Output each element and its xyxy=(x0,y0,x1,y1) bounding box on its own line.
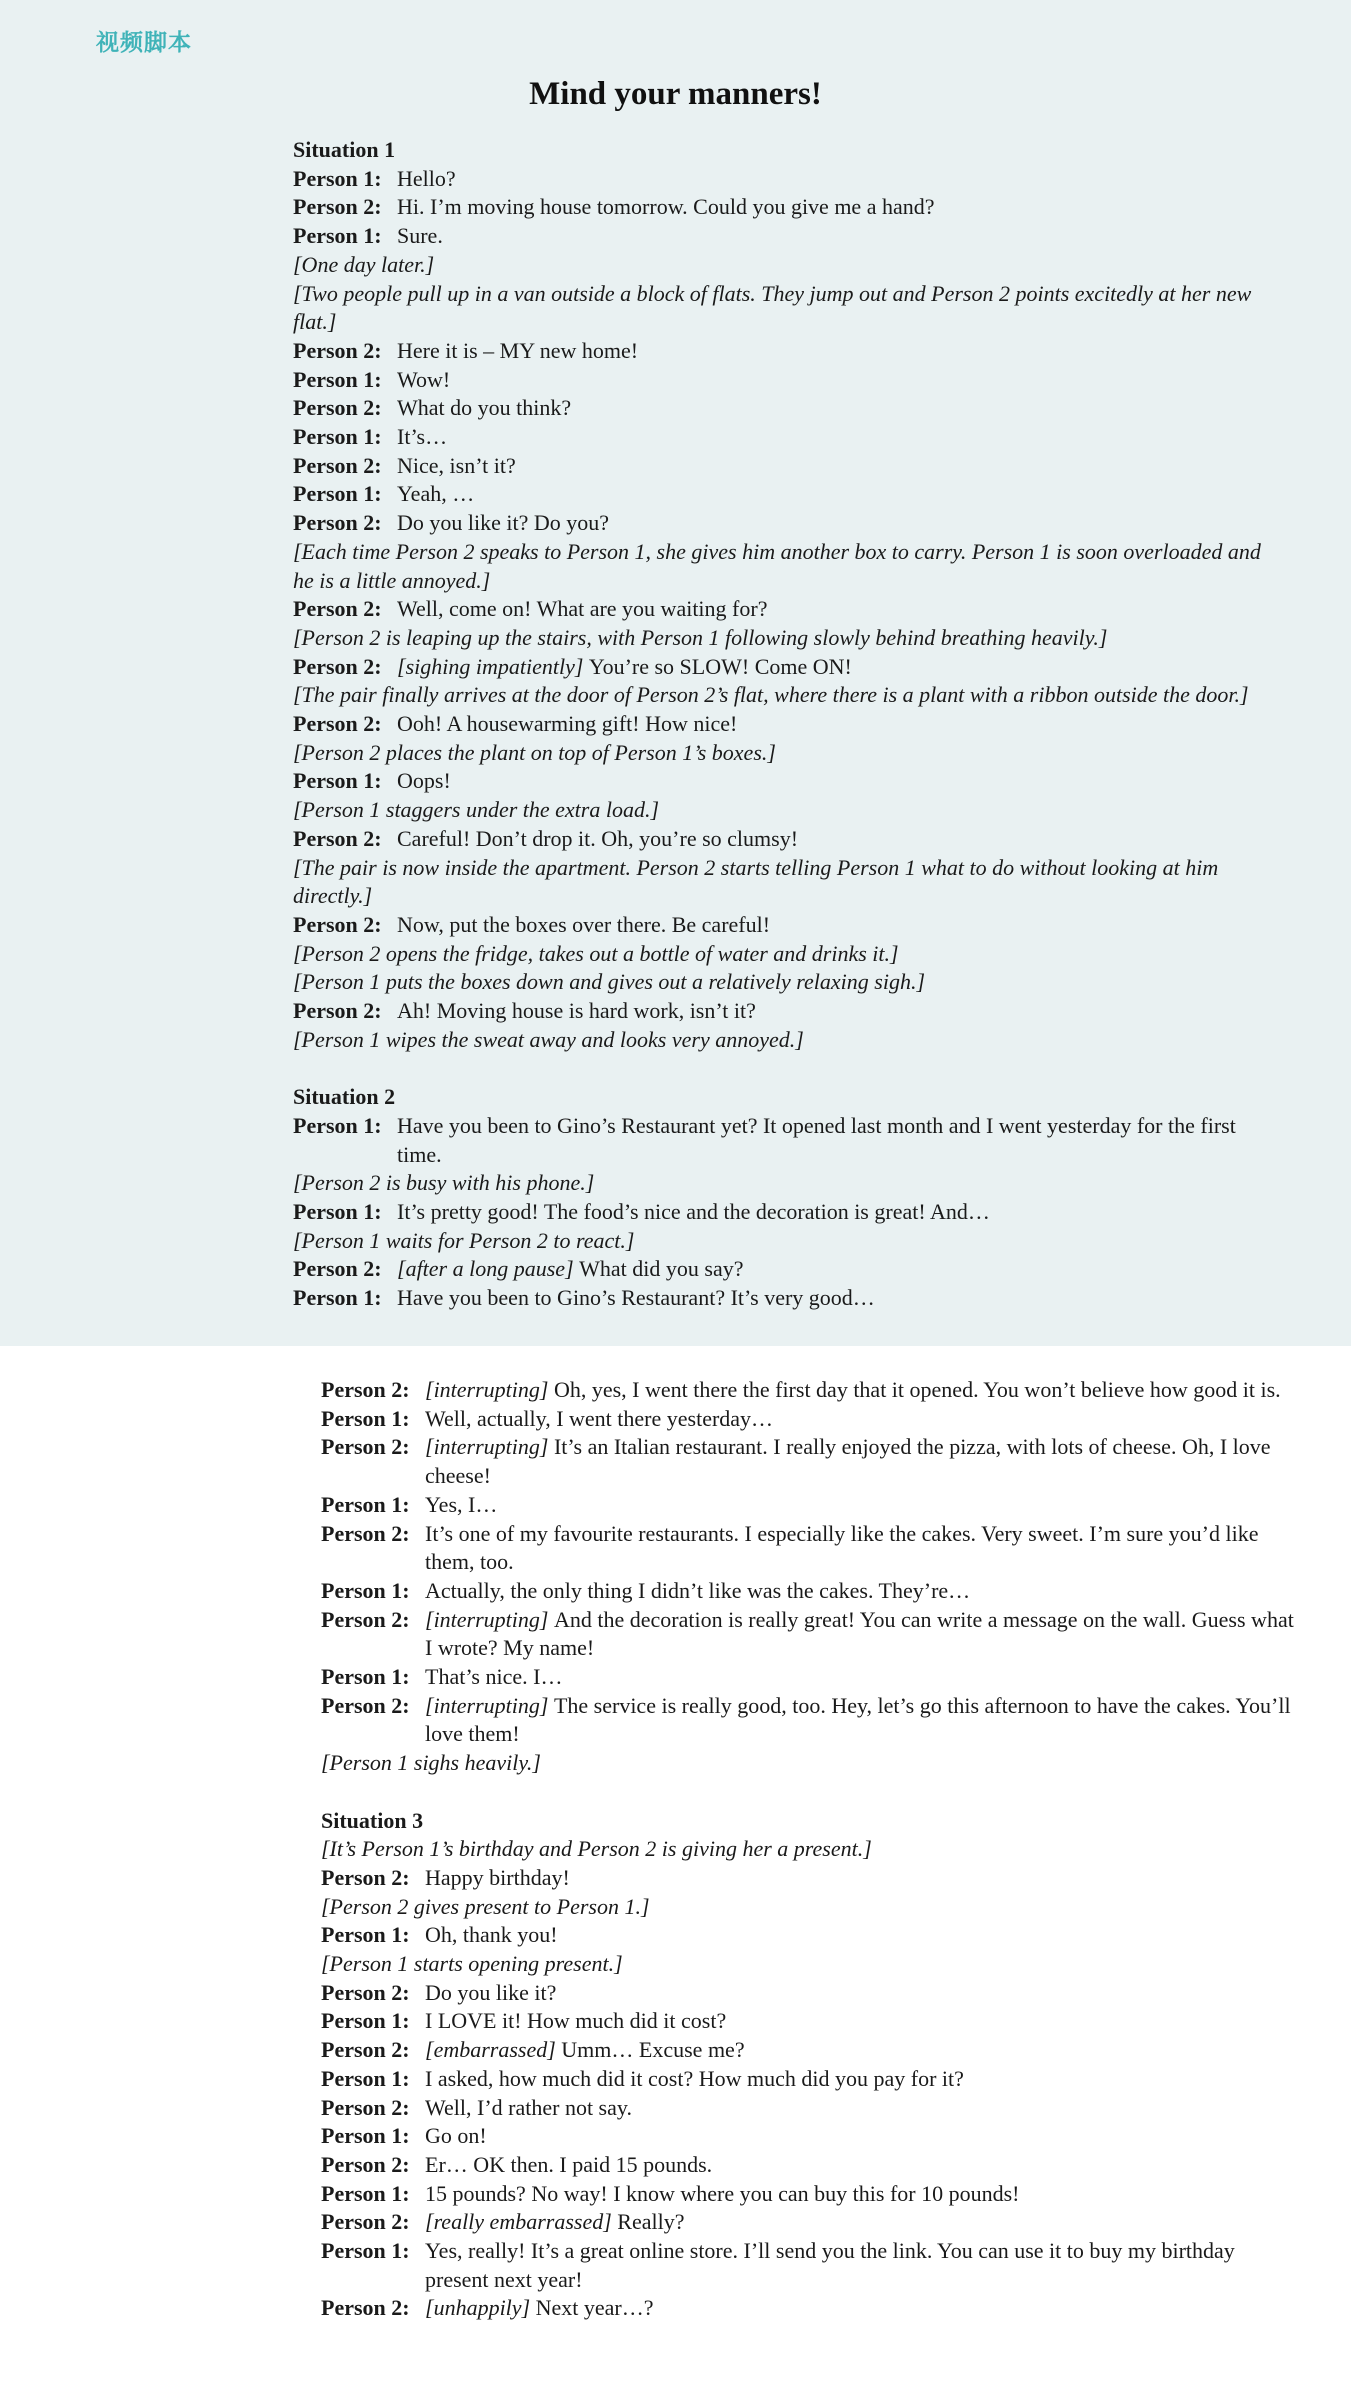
spoken-text: Wow! xyxy=(397,366,451,392)
spoken-text: I LOVE it! How much did it cost? xyxy=(425,2008,727,2034)
dialogue-text xyxy=(425,1864,1301,1893)
inline-direction: [ after a long pause ] xyxy=(397,1256,579,1281)
dialogue-text xyxy=(425,1663,1301,1692)
spoken-text: It’s one of my favourite restaurants. I especially like the cakes. Very sweet. I’m sure you’d like them, too. xyxy=(425,1520,1259,1575)
speaker-label: Person 2 : xyxy=(293,1255,397,1284)
dialogue-text xyxy=(425,2036,1301,2065)
dialogue-line xyxy=(293,452,1273,481)
spoken-text: Hello? xyxy=(397,165,456,191)
dialogue-text xyxy=(397,1112,1273,1169)
speaker-label: Person 2 : xyxy=(321,1606,425,1635)
spoken-text: Umm… Excuse me? xyxy=(561,2037,745,2063)
dialogue-line xyxy=(321,1520,1301,1577)
spoken-text: I asked, how much did it cost? How much did you pay for it? xyxy=(425,2065,964,2091)
script-section-bottom xyxy=(321,1376,1301,2323)
dialogue-text xyxy=(425,1433,1301,1490)
speaker-label: Person 2 : xyxy=(321,1979,425,2008)
speaker-label: Person 1 : xyxy=(321,1577,425,1606)
speaker-label: Person 2 : xyxy=(293,825,397,854)
spoken-text: Actually, the only thing I didn’t like was the cakes. They’re… xyxy=(425,1577,971,1603)
dialogue-text xyxy=(425,1921,1301,1950)
inline-direction: [ interrupting ] xyxy=(425,1693,554,1718)
spoken-text: Well, I’d rather not say. xyxy=(425,2094,632,2120)
dialogue-text xyxy=(425,1491,1301,1520)
spoken-text: That’s nice. I… xyxy=(425,1664,563,1690)
dialogue-line xyxy=(321,2007,1301,2036)
spoken-text: Here it is – MY new home! xyxy=(397,337,639,363)
stage-direction: [Person 1 waits for Person 2 to react.] xyxy=(293,1227,635,1253)
stage-direction: [Person 1 puts the boxes down and gives out a relatively relaxing sigh.] xyxy=(293,969,926,995)
dialogue-text xyxy=(425,1376,1301,1405)
dialogue-text xyxy=(397,509,1273,538)
dialogue-line xyxy=(321,2151,1301,2180)
spoken-text: 15 pounds? No way! I know where you can buy this for 10 pounds! xyxy=(425,2180,1020,2206)
stage-direction: [Person 2 is leaping up the stairs, with Person 1 following slowly behind breathing heavily.] xyxy=(293,624,1108,650)
spoken-text: Well, actually, I went there yesterday… xyxy=(425,1405,774,1431)
dialogue-line xyxy=(293,222,1273,251)
dialogue-line xyxy=(321,1376,1301,1405)
spoken-text: Nice, isn’t it? xyxy=(397,452,516,478)
dialogue-line xyxy=(321,2237,1301,2294)
dialogue-line xyxy=(293,1255,1273,1284)
speaker-label: Person 1 : xyxy=(321,2180,425,2209)
speaker-label: Person 2 : xyxy=(321,1864,425,1893)
dialogue-line xyxy=(321,1663,1301,1692)
dialogue-text xyxy=(397,394,1273,423)
dialogue-line xyxy=(293,825,1273,854)
dialogue-text xyxy=(397,366,1273,395)
dialogue-text xyxy=(397,710,1273,739)
speaker-label: Person 2 : xyxy=(293,452,397,481)
dialogue-text xyxy=(425,2007,1301,2036)
dialogue-line xyxy=(293,653,1273,682)
dialogue-text xyxy=(397,911,1273,940)
speaker-label: Person 1 : xyxy=(321,2122,425,2151)
dialogue-line xyxy=(293,1198,1273,1227)
speaker-label: Person 2 : xyxy=(321,2294,425,2323)
dialogue-text xyxy=(425,2237,1301,2294)
inline-direction: [ sighing impatiently ] xyxy=(397,654,589,679)
speaker-label: Person 2 : xyxy=(293,394,397,423)
spoken-text: Happy birthday! xyxy=(425,1864,570,1890)
speaker-label: Person 1 : xyxy=(321,2065,425,2094)
speaker-label: Person 2 : xyxy=(321,1376,425,1405)
speaker-label: Person 2 : xyxy=(293,595,397,624)
speaker-label: Person 2 : xyxy=(293,653,397,682)
dialogue-text xyxy=(397,452,1273,481)
spoken-text: Have you been to Gino’s Restaurant? It’s very good… xyxy=(397,1285,875,1311)
spoken-text: Do you like it? Do you? xyxy=(397,510,610,536)
inline-direction: [ unhappily ] xyxy=(425,2295,536,2320)
stage-direction: [The pair finally arrives at the door of Person 2’s flat, where there is a plant with a ribbon outside the door.] xyxy=(293,682,1249,708)
speaker-label: Person 2 : xyxy=(293,710,397,739)
speaker-label: Person 2 : xyxy=(321,2208,425,2237)
speaker-label: Person 1 : xyxy=(293,222,397,251)
spoken-text: Well, come on! What are you waiting for? xyxy=(397,596,768,622)
speaker-label: Person 2 : xyxy=(321,1692,425,1721)
spoken-text: Oops! xyxy=(397,768,451,794)
speaker-label: Person 2 : xyxy=(293,337,397,366)
dialogue-text xyxy=(397,1284,1273,1313)
dialogue-line xyxy=(293,767,1273,796)
dialogue-line xyxy=(293,1284,1273,1313)
dialogue-line xyxy=(321,2180,1301,2209)
dialogue-line xyxy=(321,1433,1301,1490)
inline-direction: [ really embarrassed ] xyxy=(425,2209,617,2234)
dialogue-line xyxy=(293,423,1273,452)
dialogue-line xyxy=(321,1577,1301,1606)
dialogue-line xyxy=(293,911,1273,940)
dialogue-line xyxy=(293,193,1273,222)
inline-direction: [ interrupting ] xyxy=(425,1607,554,1632)
dialogue-text xyxy=(425,1606,1301,1663)
dialogue-text xyxy=(397,165,1273,194)
dialogue-text xyxy=(425,2094,1301,2123)
speaker-label: Person 1 : xyxy=(321,2007,425,2036)
stage-direction: [Person 1 staggers under the extra load.] xyxy=(293,797,660,823)
speaker-label: Person 1 : xyxy=(293,480,397,509)
spoken-text: Yes, really! It’s a great online store. I’ll send you the link. You can use it to buy my birthday present next year! xyxy=(425,2238,1235,2292)
spoken-text: Hi. I’m moving house tomorrow. Could you give me a hand? xyxy=(397,194,935,220)
speaker-label: Person 1 : xyxy=(293,423,397,452)
spoken-text: Ah! Moving house is hard work, isn’t it? xyxy=(397,998,756,1024)
dialogue-text xyxy=(425,2122,1301,2151)
dialogue-line xyxy=(293,710,1273,739)
speaker-label: Person 1 : xyxy=(321,2237,425,2266)
dialogue-line xyxy=(321,1979,1301,2008)
speaker-label: Person 1 : xyxy=(293,1284,397,1313)
spoken-text: You’re so SLOW! Come ON! xyxy=(588,653,852,679)
speaker-label: Person 1 : xyxy=(293,1112,397,1141)
dialogue-line xyxy=(321,1606,1301,1663)
dialogue-text xyxy=(397,997,1273,1026)
spoken-text: Ooh! A housewarming gift! How nice! xyxy=(397,711,738,737)
spoken-text: Now, put the boxes over there. Be careful! xyxy=(397,911,771,937)
stage-direction: [Two people pull up in a van outside a block of flats. They jump out and Person 2 points excitedly at her new flat.] xyxy=(293,280,1252,335)
dialogue-line xyxy=(293,366,1273,395)
dialogue-text xyxy=(425,1692,1301,1749)
dialogue-line xyxy=(293,165,1273,194)
dialogue-text xyxy=(425,2151,1301,2180)
speaker-label: Person 2 : xyxy=(321,1520,425,1549)
dialogue-line xyxy=(293,595,1273,624)
dialogue-line xyxy=(293,509,1273,538)
corner-label: 视频脚本 xyxy=(96,30,192,56)
dialogue-text xyxy=(425,1405,1301,1434)
speaker-label: Person 1 : xyxy=(321,1663,425,1692)
spoken-text: It’s… xyxy=(397,424,448,450)
spoken-text: What did you say? xyxy=(579,1256,744,1282)
speaker-label: Person 2 : xyxy=(293,997,397,1026)
speaker-label: Person 1 : xyxy=(321,1921,425,1950)
dialogue-line xyxy=(293,480,1273,509)
dialogue-text xyxy=(397,193,1273,222)
spoken-text: Go on! xyxy=(425,2123,487,2149)
situation-heading: Situation 3 xyxy=(321,1807,424,1833)
spoken-text: Oh, yes, I went there the first day that it opened. You won’t believe how good it is. xyxy=(553,1377,1281,1402)
dialogue-text xyxy=(425,2065,1301,2094)
stage-direction: [Each time Person 2 speaks to Person 1, she gives him another box to carry. Person 1 is soon overloaded and he is a little annoyed.] xyxy=(293,538,1261,593)
speaker-label: Person 2 : xyxy=(321,2151,425,2180)
stage-direction: [Person 2 opens the fridge, takes out a bottle of water and drinks it.] xyxy=(293,940,899,966)
dialogue-line xyxy=(293,997,1273,1026)
dialogue-line xyxy=(293,1112,1273,1169)
stage-direction: [One day later.] xyxy=(293,251,435,277)
speaker-label: Person 1 : xyxy=(321,1405,425,1434)
speaker-label: Person 2 : xyxy=(293,509,397,538)
inline-direction: [ embarrassed ] xyxy=(425,2037,561,2062)
dialogue-text xyxy=(397,653,1273,682)
dialogue-line xyxy=(321,1405,1301,1434)
stage-direction: [Person 1 starts opening present.] xyxy=(321,1951,623,1977)
dialogue-text xyxy=(425,2294,1301,2323)
spoken-text: Careful! Don’t drop it. Oh, you’re so clumsy! xyxy=(397,825,799,851)
dialogue-text xyxy=(425,2208,1301,2237)
dialogue-text xyxy=(397,595,1273,624)
dialogue-line xyxy=(321,2208,1301,2237)
spoken-text: The service is really good, too. Hey, let’s go this afternoon to have the cakes. You’ll love them! xyxy=(425,1692,1291,1747)
dialogue-line xyxy=(321,2065,1301,2094)
stage-direction: [Person 2 is busy with his phone.] xyxy=(293,1170,595,1196)
spoken-text: Sure. xyxy=(397,223,443,249)
stage-direction: [Person 1 wipes the sweat away and looks very annoyed.] xyxy=(293,1026,804,1052)
situation-heading: Situation 2 xyxy=(293,1084,396,1110)
dialogue-text xyxy=(397,423,1273,452)
dialogue-line xyxy=(321,1491,1301,1520)
spoken-text: Er… OK then. I paid 15 pounds. xyxy=(425,2151,713,2177)
dialogue-text xyxy=(425,1979,1301,2008)
stage-direction: [Person 1 sighs heavily.] xyxy=(321,1750,541,1776)
spoken-text: What do you think? xyxy=(397,395,572,421)
dialogue-line xyxy=(321,1921,1301,1950)
speaker-label: Person 2 : xyxy=(321,2036,425,2065)
stage-direction: [Person 2 gives present to Person 1.] xyxy=(321,1893,650,1919)
speaker-label: Person 1 : xyxy=(321,1491,425,1520)
inline-direction: [ interrupting ] xyxy=(425,1377,554,1402)
inline-direction: [ interrupting ] xyxy=(425,1434,554,1459)
script-section-top xyxy=(293,136,1273,1313)
dialogue-line xyxy=(293,337,1273,366)
dialogue-text xyxy=(397,825,1273,854)
spoken-text: Really? xyxy=(617,2209,685,2235)
dialogue-line xyxy=(321,2094,1301,2123)
dialogue-text xyxy=(397,1255,1273,1284)
dialogue-text xyxy=(397,480,1273,509)
spoken-text: Yeah, … xyxy=(397,481,475,507)
spoken-text: Oh, thank you! xyxy=(425,1922,558,1948)
spoken-text: Do you like it? xyxy=(425,1979,557,2005)
dialogue-text xyxy=(425,1520,1301,1577)
dialogue-line xyxy=(321,2036,1301,2065)
dialogue-text xyxy=(425,2180,1301,2209)
spoken-text: And the decoration is really great! You can write a message on the wall. Guess what I wrote? My name! xyxy=(425,1606,1294,1661)
spoken-text: It’s pretty good! The food’s nice and the decoration is great! And… xyxy=(397,1199,990,1224)
speaker-label: Person 2 : xyxy=(321,1433,425,1462)
spoken-text: Have you been to Gino’s Restaurant yet? It opened last month and I went yesterday for the first time. xyxy=(397,1112,1236,1167)
speaker-label: Person 1 : xyxy=(293,366,397,395)
dialogue-text xyxy=(397,222,1273,251)
dialogue-text xyxy=(397,1198,1273,1227)
spoken-text: Yes, I… xyxy=(425,1491,498,1517)
speaker-label: Person 2 : xyxy=(293,193,397,222)
stage-direction: [Person 2 places the plant on top of Person 1’s boxes.] xyxy=(293,739,776,765)
speaker-label: Person 2 : xyxy=(321,2094,425,2123)
speaker-label: Person 2 : xyxy=(293,911,397,940)
dialogue-line xyxy=(321,2294,1301,2323)
page-title: Mind your manners! xyxy=(529,76,822,112)
dialogue-line xyxy=(321,1692,1301,1749)
speaker-label: Person 1 : xyxy=(293,1198,397,1227)
stage-direction: [It’s Person 1’s birthday and Person 2 is giving her a present.] xyxy=(321,1836,872,1862)
dialogue-text xyxy=(425,1577,1301,1606)
speaker-label: Person 1 : xyxy=(293,767,397,796)
dialogue-line xyxy=(293,394,1273,423)
dialogue-text xyxy=(397,337,1273,366)
speaker-label: Person 1 : xyxy=(293,165,397,194)
spoken-text: It’s an Italian restaurant. I really enjoyed the pizza, with lots of cheese. Oh, I love cheese! xyxy=(425,1434,1271,1489)
stage-direction: [The pair is now inside the apartment. Person 2 starts telling Person 1 what to do without looking at him directly.] xyxy=(293,854,1219,909)
spoken-text: Next year…? xyxy=(535,2295,654,2321)
dialogue-line xyxy=(321,2122,1301,2151)
dialogue-text xyxy=(397,767,1273,796)
situation-heading: Situation 1 xyxy=(293,137,396,162)
dialogue-line xyxy=(321,1864,1301,1893)
